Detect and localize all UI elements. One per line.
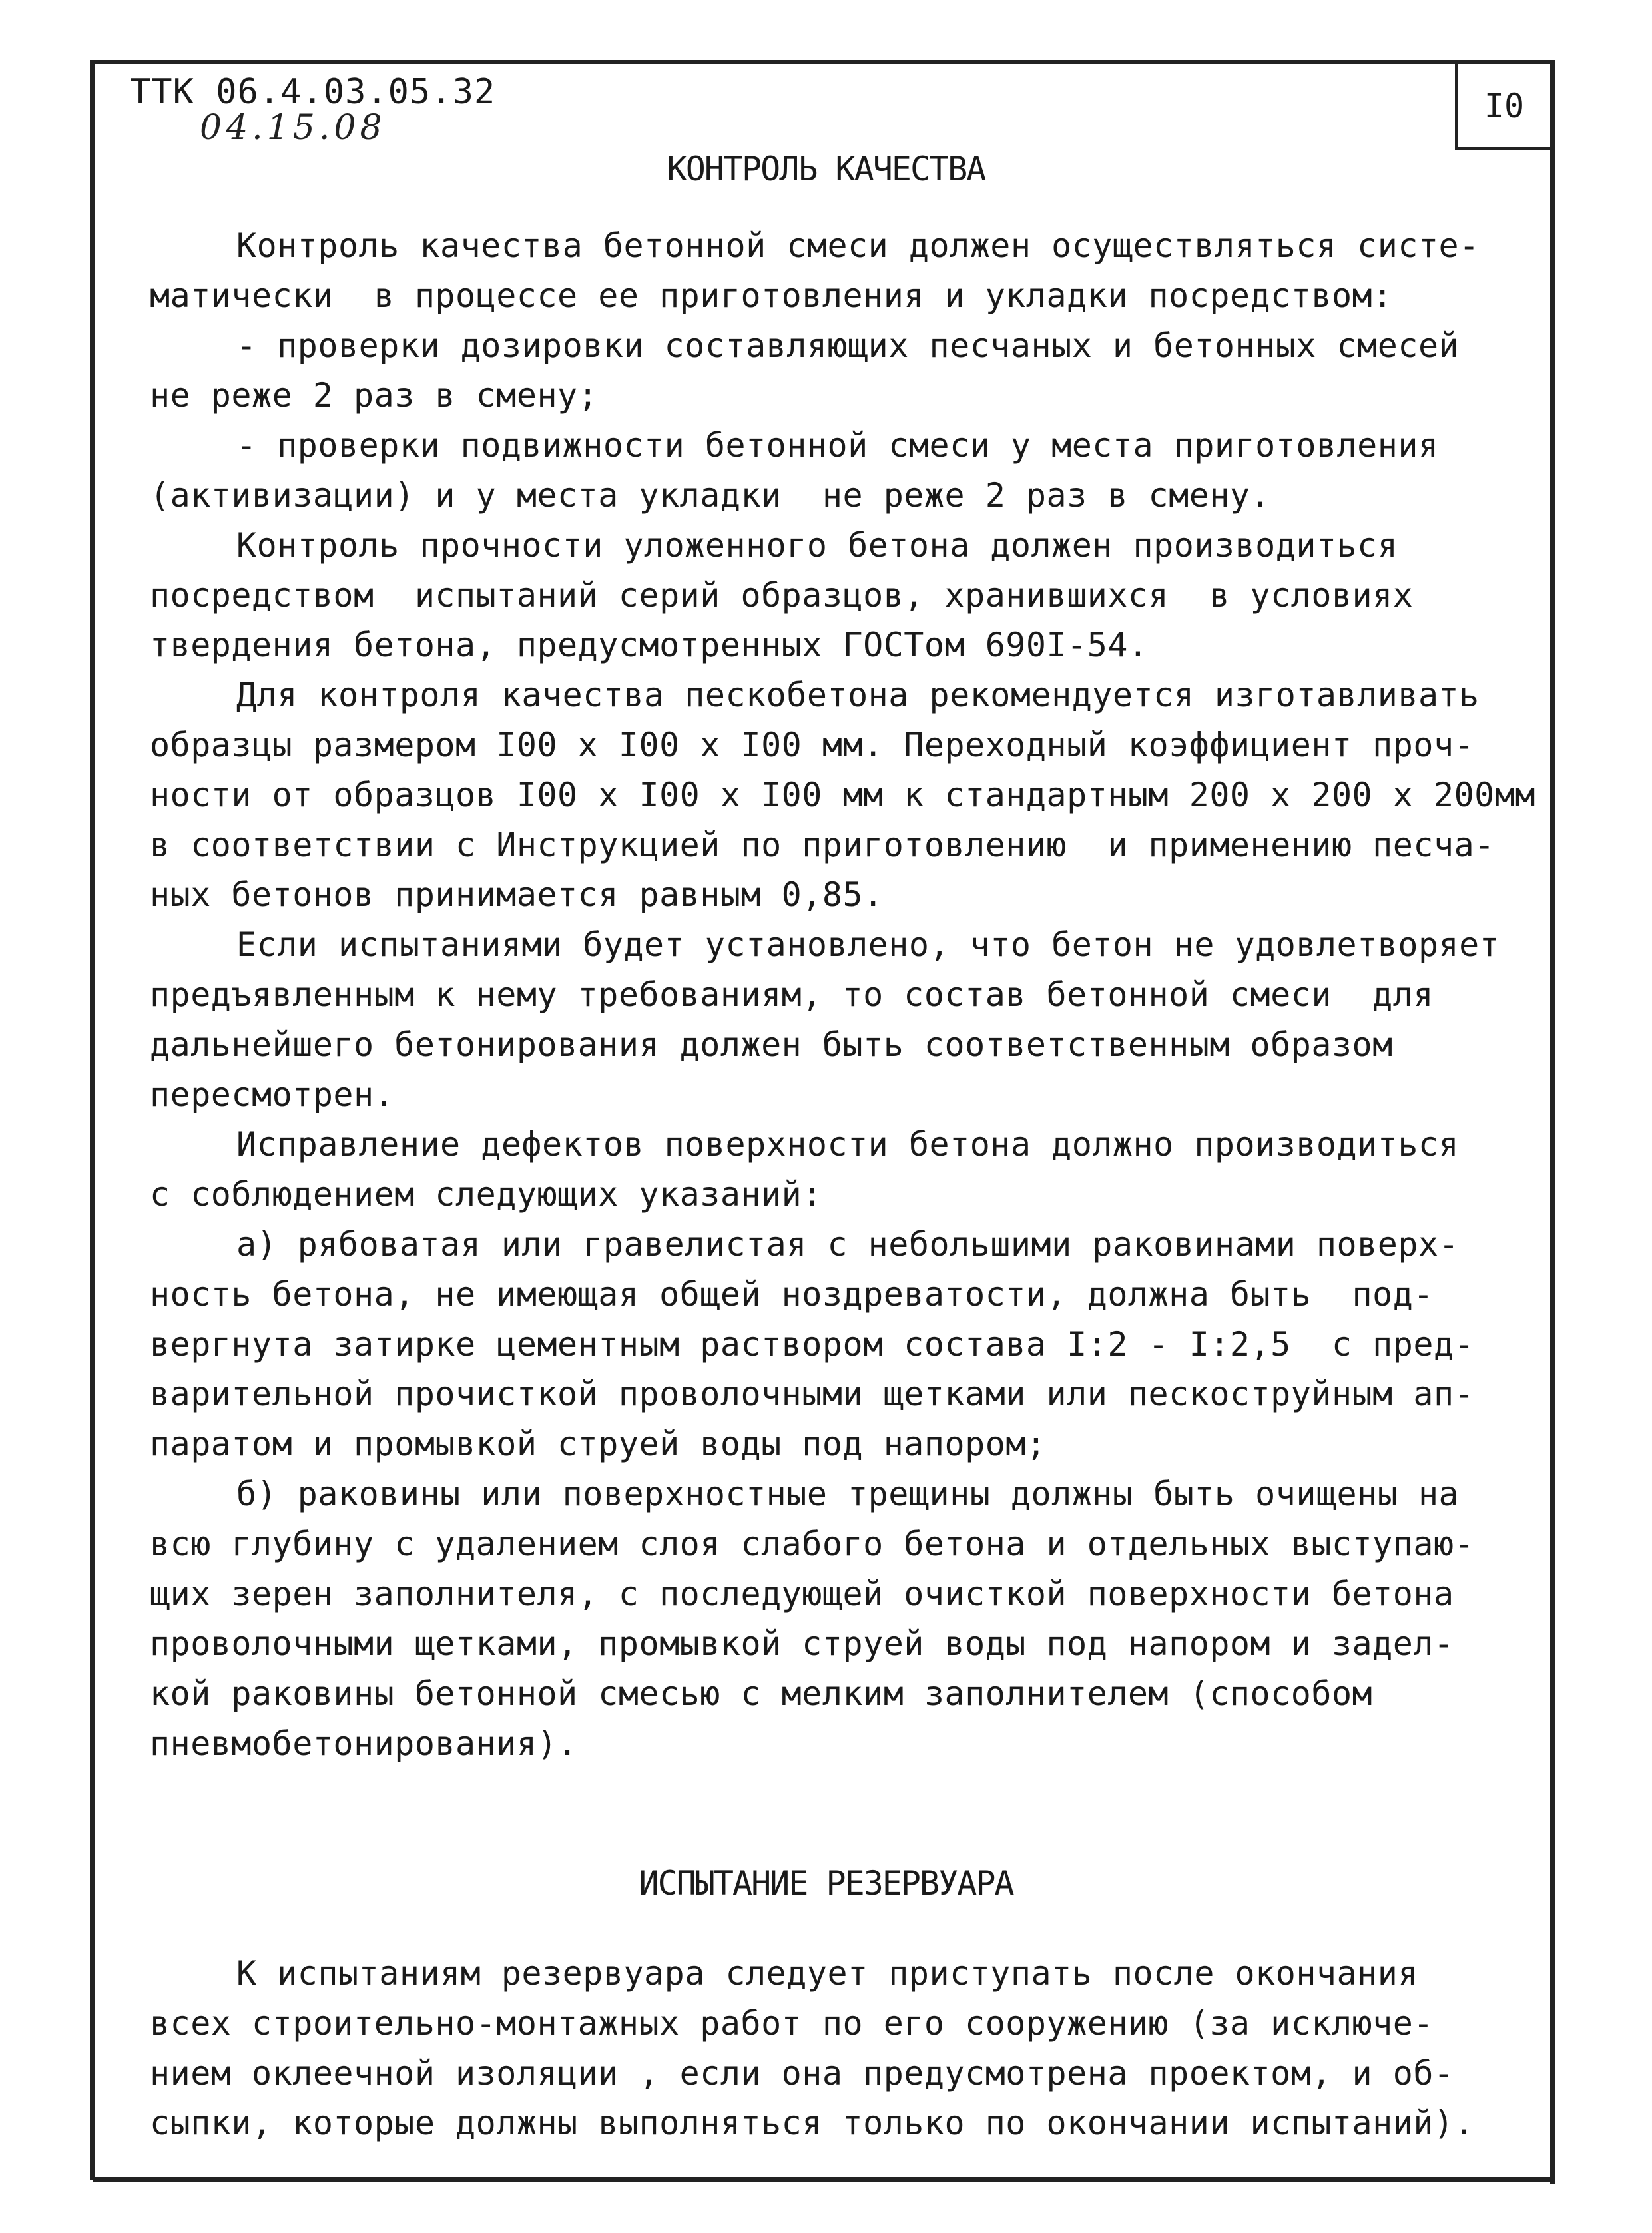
text-line: б) раковины или поверхностные трещины должны быть очищены на [236, 1475, 1460, 1513]
text-line: Контроль прочности уложенного бетона должен производиться [236, 526, 1398, 565]
text-line: ности от образцов I00 х I00 х I00 мм к стандартным 200 х 200 х 200мм [150, 776, 1535, 814]
text-line: Если испытаниями будет установлено, что бетон не удовлетворяет [236, 925, 1500, 964]
text-line: К испытаниям резервуара следует приступать после окончания [236, 1954, 1418, 1993]
text-line: сыпки, которые должны выполняться только по окончании испытаний). [150, 2104, 1475, 2142]
text-line: Исправление дефектов поверхности бетона должно производиться [236, 1125, 1460, 1164]
text-line: всех строительно-монтажных работ по его сооружению (за исключе- [150, 2004, 1434, 2043]
section-title-quality-control: КОНТРОЛЬ КАЧЕСТВА [667, 150, 985, 188]
text-line: проволочными щетками, промывкой струей воды под напором и задел- [150, 1624, 1454, 1663]
frame-bottom-border [93, 2177, 1555, 2182]
text-line: образцы размером I00 х I00 х I00 мм. Переходный коэффициент проч- [150, 726, 1475, 764]
text-line: ность бетона, не имеющая общей ноздреватости, должна быть под- [150, 1275, 1434, 1314]
text-line: не реже 2 раз в смену; [150, 376, 599, 415]
text-line: Для контроля качества пескобетона рекомендуется изготавливать [236, 676, 1480, 714]
text-line: матически в процессе ее приготовления и укладки посредством: [150, 276, 1393, 315]
frame-left-border [90, 60, 95, 2180]
text-line: щих зерен заполнителя, с последующей очисткой поверхности бетона [150, 1575, 1454, 1613]
text-line: вергнута затирке цементным раствором состава I:2 - I:2,5 с пред- [150, 1325, 1475, 1364]
text-line: ных бетонов принимается равным 0,85. [150, 875, 884, 914]
text-line: (активизации) и у места укладки не реже 2 раз в смену. [150, 476, 1271, 515]
frame-top-border [90, 60, 1555, 64]
text-line: с соблюдением следующих указаний: [150, 1175, 822, 1214]
text-line: всю глубину с удалением слоя слабого бетона и отдельных выступаю- [150, 1525, 1475, 1563]
text-line: варительной прочисткой проволочными щетками или пескоструйным ап- [150, 1375, 1475, 1413]
text-line: нием оклеечной изоляции , если она предусмотрена проектом, и об- [150, 2054, 1454, 2093]
text-line: дальнейшего бетонирования должен быть соответственным образом [150, 1025, 1393, 1064]
text-line: посредством испытаний серий образцов, хранившихся в условиях [150, 576, 1414, 615]
handwritten-date: 04.15.08 [200, 108, 386, 148]
text-line: паратом и промывкой струей воды под напором; [150, 1425, 1047, 1463]
text-line: твердения бетона, предусмотренных ГОСТом 690I-54. [150, 626, 1149, 664]
text-line: а) рябоватая или гравелистая с небольшими раковинами поверх- [236, 1225, 1460, 1264]
document-code: ТТК 06.4.03.05.32 [130, 72, 496, 112]
text-line: пересмотрен. [150, 1075, 395, 1114]
text-line: - проверки дозировки составляющих песчаных и бетонных смесей [236, 326, 1460, 365]
section-title-tank-testing: ИСПЫТАНИЕ РЕЗЕРВУАРА [639, 1864, 1013, 1903]
text-line: Контроль качества бетонной смеси должен осуществляться систе- [236, 226, 1480, 265]
page-number-box [1455, 64, 1550, 150]
text-line: кой раковины бетонной смесью с мелким заполнителем (способом [150, 1674, 1373, 1713]
text-line: предъявленным к нему требованиям, то состав бетонной смеси для [150, 975, 1434, 1014]
text-line: пневмобетонирования). [150, 1724, 578, 1763]
text-line: - проверки подвижности бетонной смеси у места приготовления [236, 426, 1439, 465]
page-number: I0 [1484, 86, 1525, 125]
text-line: в соответствии с Инструкцией по приготовлению и применению песча- [150, 826, 1495, 864]
